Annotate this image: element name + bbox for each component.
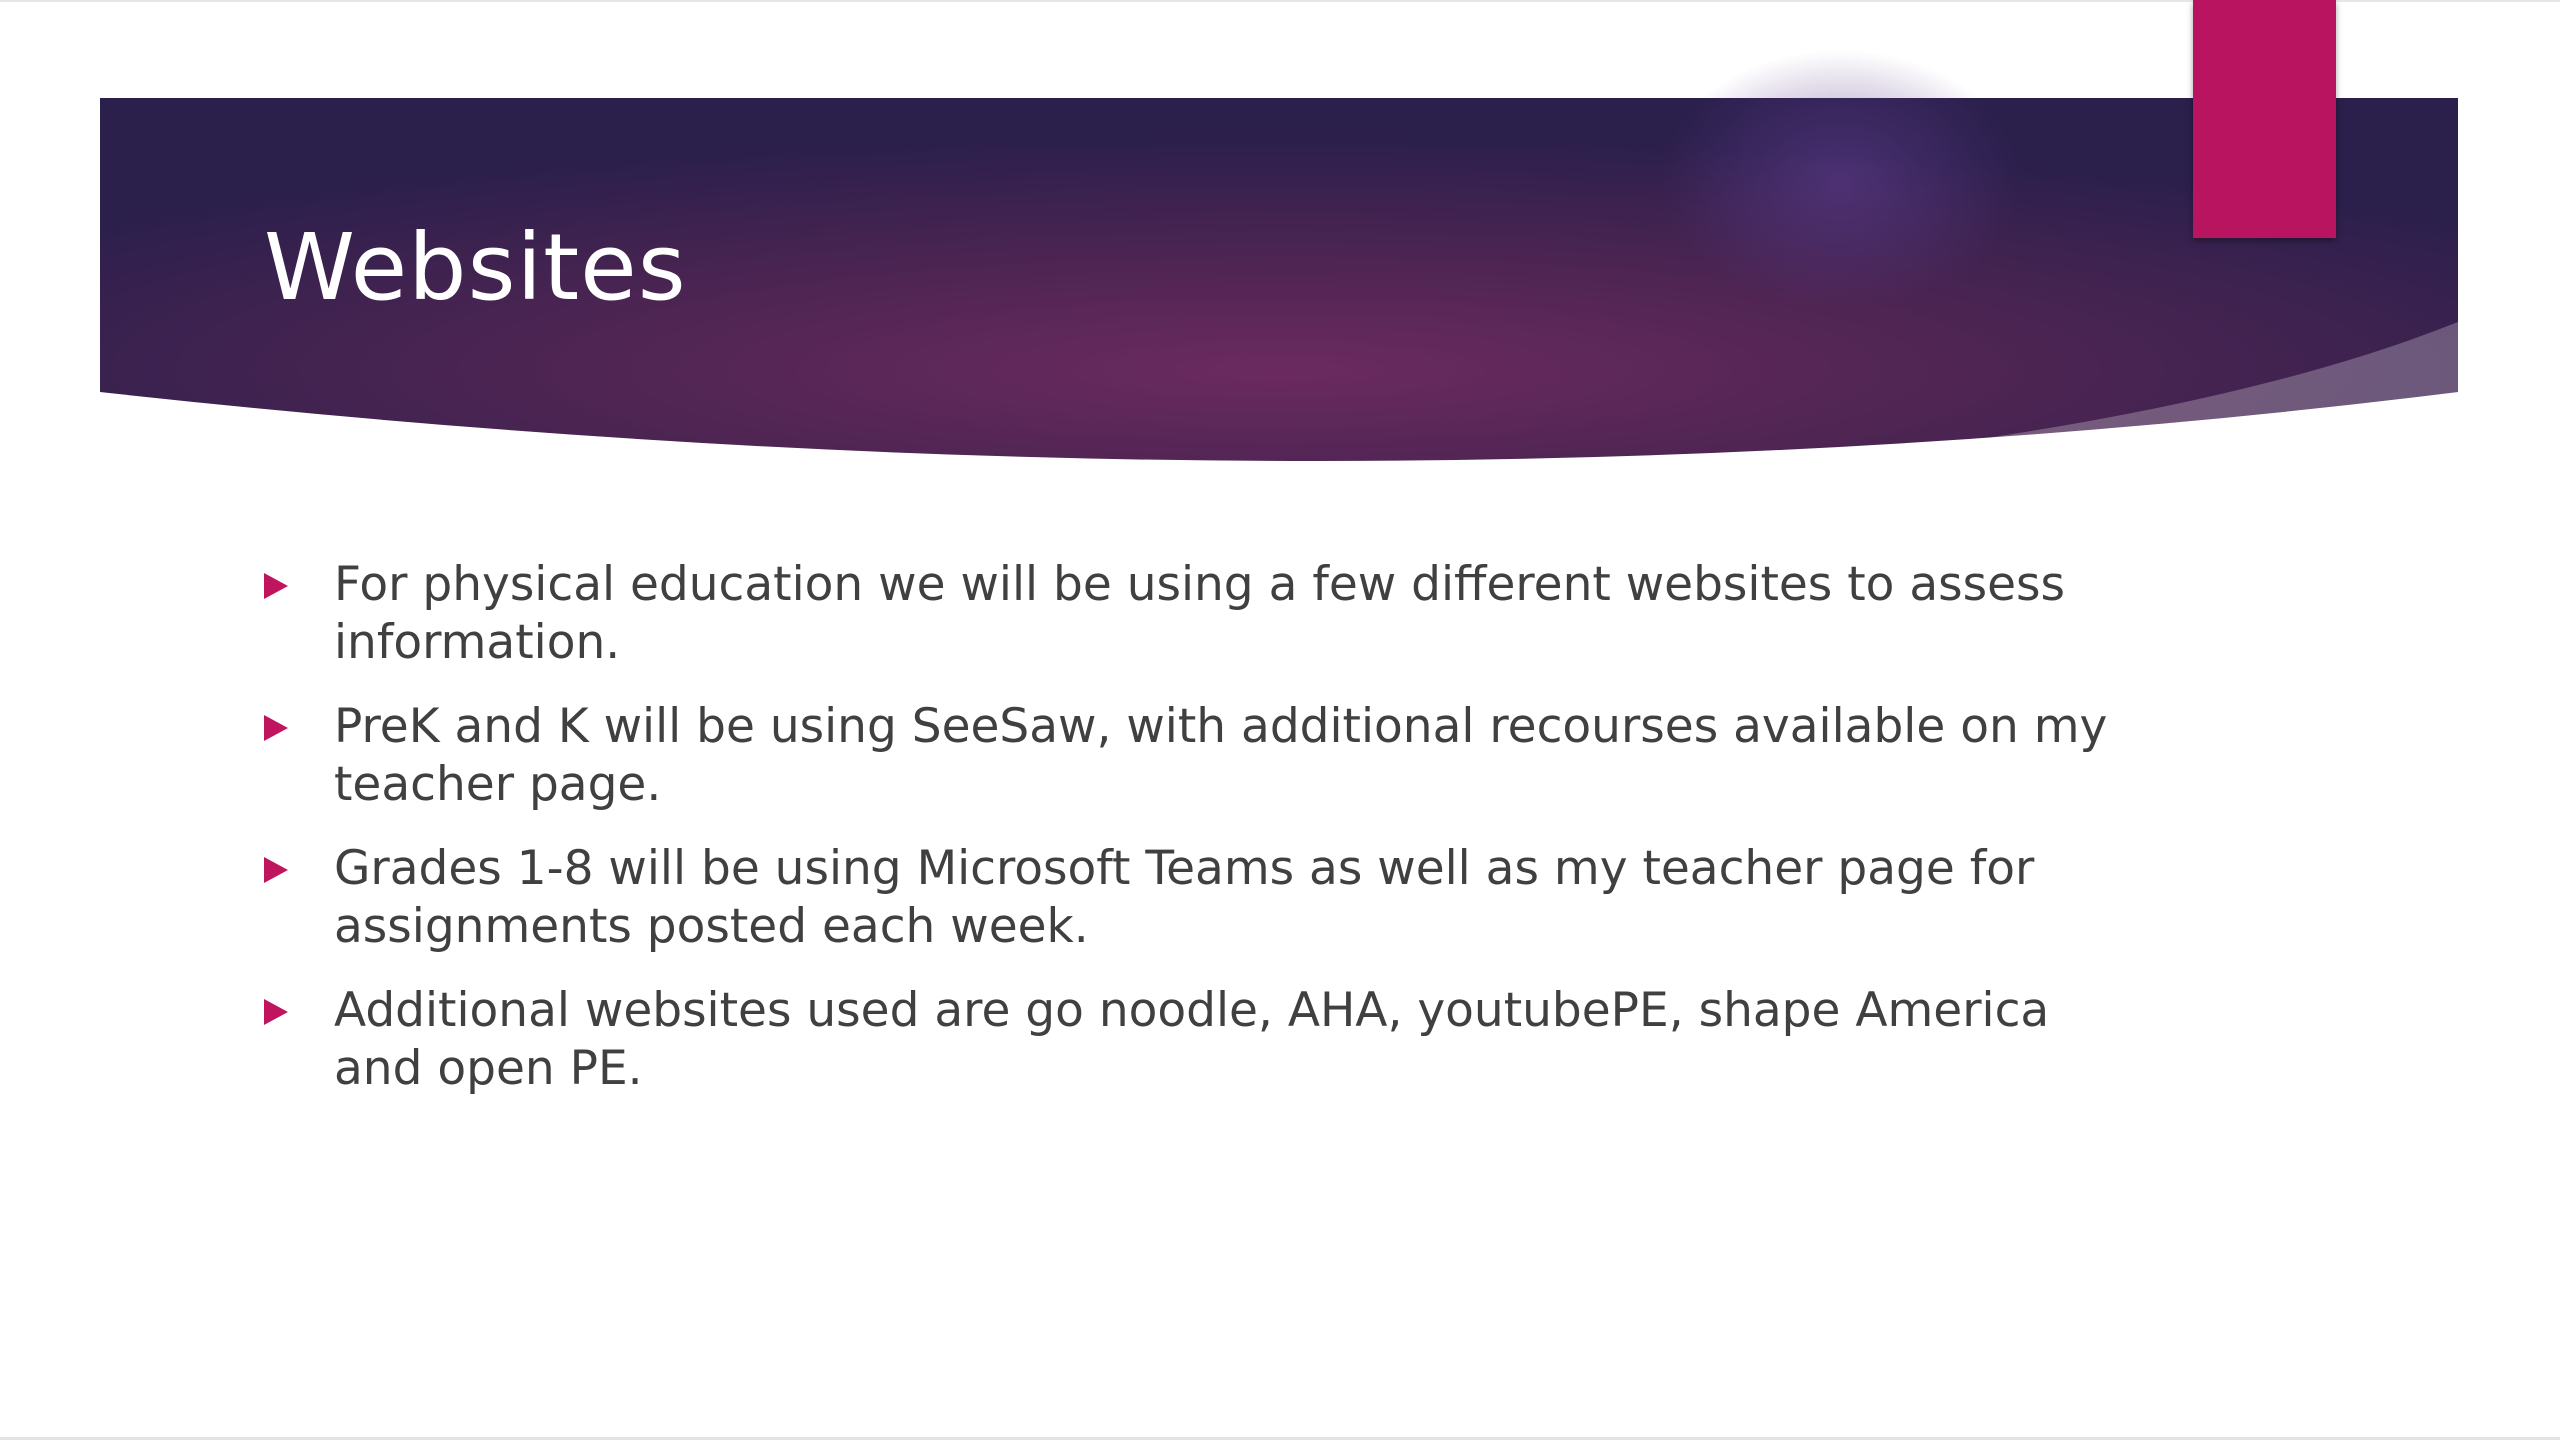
triangle-bullet-icon — [264, 715, 288, 741]
triangle-bullet-icon — [264, 999, 288, 1025]
bullet-item — [264, 982, 2124, 1098]
triangle-bullet-icon — [264, 573, 288, 599]
bullet-list — [264, 556, 2124, 1124]
bullet-item — [264, 556, 2124, 672]
bullet-text: Additional websites used are go noodle, AHA, youtubePE, shape America and open PE. — [334, 983, 2050, 1096]
bullet-text: For physical education we will be using a few different websites to assess information. — [334, 557, 2066, 670]
triangle-bullet-icon — [264, 857, 288, 883]
bullet-item — [264, 698, 2124, 814]
accent-tab — [2193, 0, 2336, 238]
bullet-text: PreK and K will be using SeeSaw, with additional recourses available on my teacher page. — [334, 699, 2108, 812]
bullet-text: Grades 1-8 will be using Microsoft Teams as well as my teacher page for assignments posted each week. — [334, 841, 2035, 954]
bullet-item — [264, 840, 2124, 956]
slide-title: Websites — [264, 214, 687, 321]
